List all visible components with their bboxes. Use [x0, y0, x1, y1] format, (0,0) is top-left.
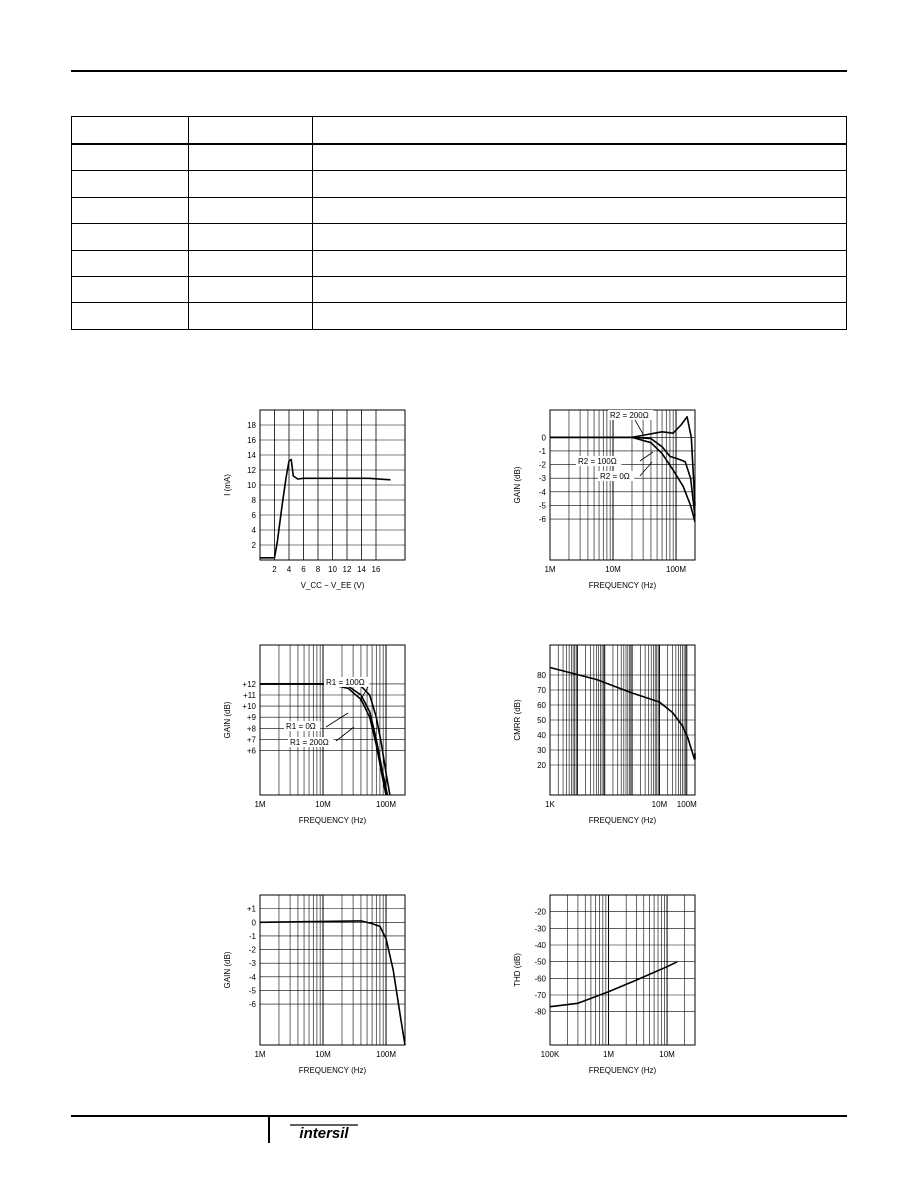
y-tick-label: 18: [247, 421, 256, 430]
series-line-1: [550, 668, 695, 760]
table-cell: [72, 144, 189, 171]
y-tick-label: -1: [248, 931, 256, 941]
table-cell: [72, 171, 189, 197]
y-tick-label: -20: [534, 907, 546, 917]
y-tick-label: -3: [538, 474, 546, 484]
y-tick-label: 14: [247, 451, 256, 460]
table-cell: [72, 303, 189, 330]
y-axis-label: THD (dB): [513, 953, 522, 987]
y-tick-label: +6: [246, 746, 256, 756]
table-cell: [189, 224, 313, 250]
x-tick-label: 1M: [254, 1050, 266, 1059]
chart-supply-current: [200, 400, 430, 600]
y-axis-label: GAIN (dB): [513, 466, 522, 504]
chart-cmrr: [490, 635, 720, 835]
table-row: [72, 303, 847, 330]
annotation-r1-200: R1 = 200Ω: [290, 738, 329, 747]
x-tick-label: 4: [286, 565, 292, 574]
series-line-1: [260, 460, 391, 558]
table-header-row: [72, 117, 847, 144]
x-tick-label: 10M: [605, 565, 621, 574]
y-tick-label: -2: [248, 945, 256, 955]
table-row: [72, 224, 847, 250]
annotation-r2-100: R2 = 100Ω: [578, 457, 617, 466]
table-cell: [72, 276, 189, 302]
x-tick-label: 1M: [602, 1050, 615, 1059]
y-tick-label: 8: [251, 496, 256, 505]
plot-frame: [550, 895, 695, 1045]
table-cell: [313, 117, 847, 144]
table-cell: [189, 303, 313, 330]
y-tick-label: -4: [538, 487, 546, 497]
y-tick-label: 70: [537, 686, 546, 695]
y-tick-label: +10: [242, 702, 256, 712]
x-tick-label: 8: [315, 565, 321, 574]
x-tick-label: 16: [371, 565, 381, 574]
x-tick-label: 100M: [376, 1050, 397, 1059]
svg-text:intersil: intersil: [299, 1125, 349, 1142]
x-tick-label: 100M: [376, 800, 397, 809]
x-axis-label: FREQUENCY (Hz): [588, 581, 657, 590]
y-tick-label: 2: [251, 541, 256, 550]
table-cell: [313, 197, 847, 223]
y-tick-label: -60: [534, 974, 546, 984]
table-cell: [313, 224, 847, 250]
x-tick-label: 10: [328, 565, 337, 574]
table-cell: [313, 144, 847, 171]
y-tick-label: -30: [534, 924, 546, 934]
table-row: [72, 144, 847, 171]
y-tick-label: 4: [251, 526, 256, 535]
footer-divider: [268, 1117, 270, 1143]
x-axis-label: FREQUENCY (Hz): [588, 1066, 657, 1075]
table-cell: [189, 250, 313, 276]
x-tick-label: 2: [272, 565, 277, 574]
y-tick-label: 50: [537, 716, 546, 725]
annotation-r2-200: R2 = 200Ω: [610, 411, 649, 420]
y-tick-label: 0: [251, 918, 256, 928]
y-tick-label: 20: [537, 761, 546, 770]
x-tick-label: 12: [342, 565, 352, 574]
y-tick-label: -40: [534, 941, 546, 950]
x-tick-label: 1M: [544, 565, 556, 574]
footer-rule: [71, 1115, 847, 1117]
table-cell: [313, 171, 847, 197]
y-tick-label: -1: [538, 446, 546, 456]
annotation-r2-0: R2 = 0Ω: [600, 472, 630, 481]
y-tick-label: 40: [537, 731, 546, 740]
x-tick-label: 10M: [315, 1050, 331, 1059]
x-tick-label: 100K: [540, 1050, 560, 1059]
y-axis-label: GAIN (dB): [223, 701, 232, 739]
x-axis-label: V_CC − V_EE (V): [300, 581, 365, 590]
y-tick-label: +8: [246, 724, 256, 734]
y-tick-label: +7: [246, 735, 256, 745]
table-cell: [189, 117, 313, 144]
annotation-leader: [640, 462, 652, 476]
y-tick-label: 0: [541, 433, 546, 443]
x-tick-label: 10M: [659, 1050, 675, 1059]
table-cell: [313, 250, 847, 276]
y-tick-label: -5: [538, 501, 546, 511]
y-tick-label: +11: [243, 691, 256, 700]
x-tick-label: 14: [357, 565, 366, 574]
table-cell: [72, 250, 189, 276]
y-tick-label: 6: [251, 511, 256, 520]
y-axis-label: GAIN (dB): [223, 951, 232, 989]
x-tick-label: 100M: [676, 800, 697, 809]
y-tick-label: -70: [534, 991, 546, 1000]
chart-thd: [490, 885, 720, 1085]
table-row: [72, 171, 847, 197]
table-cell: [189, 197, 313, 223]
y-axis-label: I (mA): [223, 474, 232, 496]
table-cell: [72, 197, 189, 223]
x-tick-label: 10M: [315, 800, 331, 809]
y-tick-label: -80: [534, 1007, 546, 1017]
x-tick-label: 1K: [545, 800, 555, 809]
chart-gain-vs-r1: [200, 635, 430, 835]
y-tick-label: -4: [248, 972, 256, 982]
x-tick-label: 1M: [254, 800, 266, 809]
y-tick-label: -2: [538, 460, 546, 470]
y-tick-label: 16: [247, 436, 256, 445]
y-axis-label: CMRR (dB): [513, 699, 522, 741]
y-tick-label: +12: [242, 679, 256, 689]
table-row: [72, 197, 847, 223]
pin-description-table: [71, 116, 847, 330]
table-cell: [189, 171, 313, 197]
table-cell: [313, 276, 847, 302]
annotation-leader: [336, 727, 354, 741]
annotation-leader: [326, 713, 348, 727]
x-axis-label: FREQUENCY (Hz): [298, 816, 367, 825]
annotation-leader: [635, 420, 643, 434]
chart-gain-vs-r2: [490, 400, 720, 600]
table-cell: [189, 276, 313, 302]
y-tick-label: -50: [534, 957, 546, 967]
table-row: [72, 250, 847, 276]
y-tick-label: 60: [537, 701, 546, 710]
x-tick-label: 6: [301, 565, 306, 574]
y-tick-label: -5: [248, 986, 256, 996]
y-tick-label: 10: [247, 481, 256, 490]
table-cell: [72, 224, 189, 250]
annotation-r1-100: R1 = 100Ω: [326, 678, 365, 687]
x-axis-label: FREQUENCY (Hz): [588, 816, 657, 825]
y-tick-label: +9: [246, 713, 256, 723]
table-cell: [313, 303, 847, 330]
intersil-logo: [288, 1120, 360, 1142]
y-tick-label: 30: [537, 746, 546, 755]
header-rule: [71, 70, 847, 72]
x-axis-label: FREQUENCY (Hz): [298, 1066, 367, 1075]
y-tick-label: 80: [537, 671, 546, 680]
y-tick-label: 12: [247, 466, 256, 475]
x-tick-label: 100M: [666, 565, 687, 574]
y-tick-label: -6: [248, 1000, 256, 1010]
x-tick-label: 10M: [651, 800, 668, 809]
table-cell: [72, 117, 189, 144]
table-row: [72, 276, 847, 302]
y-tick-label: -3: [248, 959, 256, 969]
y-tick-label: +1: [246, 904, 256, 914]
y-tick-label: -6: [538, 515, 546, 525]
annotation-r1-0: R1 = 0Ω: [286, 722, 316, 731]
chart-gain-flatness: [200, 885, 430, 1085]
table-cell: [189, 144, 313, 171]
